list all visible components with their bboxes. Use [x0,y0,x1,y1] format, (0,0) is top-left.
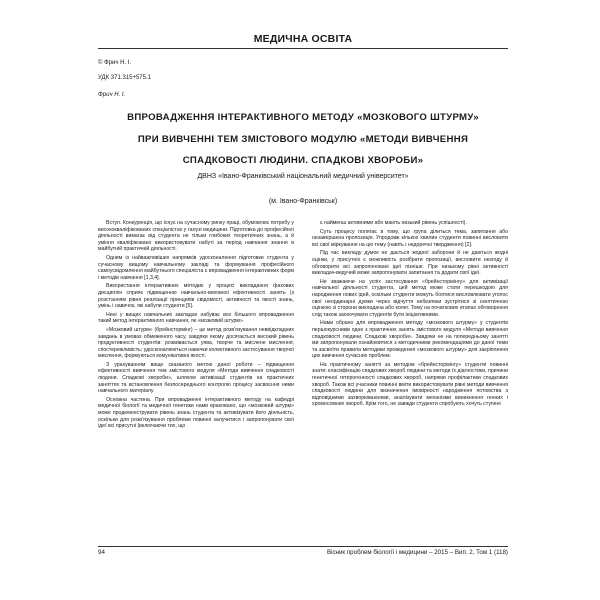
footer-rule [98,546,508,547]
paragraph: Нами обрано для впровадження методу «мозкового штурму» у студентів першокурсників одне з практичних занять змістового модуля «Методи вивчення спадковості людини. Спадкові хвороби». Завдяки не на попередньому занятті ми запропонували ознайомитися з методичними рекомендаціями до даної теми та засвоїти правила методики проведення «мозкового штурму» для закріплення цих вивчення сучасних проблем. [312,320,508,360]
paragraph: «Мозковий штурм» (брейнстормінг) – це метод розв'язування неввідкладних завдань в умовах обмеженого часу, завдяки якому досягається високий рівень продуктивності студентів: розвивається уява, творче та мислене мислення, спостережливість; удосконалюються навички колективного застосування творчої мислення, формуються комунікативні якості. [98,326,294,360]
page-number: 94 [98,549,105,556]
affiliation: ДВНЗ «Івано-Франківський національний медичний університет» [197,173,409,180]
paragraph: Суть процесу полягає в тому, що група ділиться тема, запитання або незавершена пропозиція. Упродовж кількох хвилин студенти повинні висловити всі свої міркування на цю тему (навіть і недоречні твердження) [2]. [312,228,508,248]
journal-citation: Вісник проблем біології і медицини – 2015 – Вип. 2, Том 1 (118) [326,549,508,556]
city: (м. Івано-Франківськ) [268,198,338,205]
title-line-3: СПАДКОВОСТІ ЛЮДИНИ. СПАДКОВІ ХВОРОБИ» [182,155,424,166]
title-line-2: ПРИ ВИВЧЕННІ ТЕМ ЗМІСТОВОГО МОДУЛЮ «МЕТОДИ ВИВЧЕННЯ [137,134,469,145]
paragraph: Не зважаючи на успіх застосування «брейнстормінгу» для активізації навчальної діяльності студента, цей метод може стати перешкодою для народження нових ідей, оскільки студенти можуть боятися висловлювати уголос свої неординарні думки через відчуття небезпеки зустрітися зі скептичною оцінкою зі сторони викладача або колег. Тому на початкових етапах обговорення слід також заохочувати студентів бути ініціативними. [312,278,508,318]
right-column [312,220,508,410]
paragraph: Одним із найважливіших напрямків удосконалення підготовки студента у сучасному вищому навчальному закладі та формування професійного самоусвідомлення майбутнього спеціаліста є впровадження інтерактивних форм і методів навчання [1,3,4]. [98,254,294,281]
paragraph: є найменш активними або мають низький рівень успішності). [320,220,467,226]
paragraph: Під час викладу думок не дається жодної заборони й не даються жодні оцінки, у присутніх є можливість розібрати пропозиції, висловити незгоду й обговорити всі запропоновані ідеї пізніше. При низькому рівні активності викладач-ведучий може запропонувати запитання та додати свої ідеї. [312,250,508,277]
section-header: МЕДИЧНА ОСВІТА [253,33,353,45]
paragraph: Вступ. Конкуренція, що існує на сучасному ринку праці, обумовлює потребу у висококваліфікованих спеціалістах у галузі медицини. Підготовка до професійної діяльності вимагає від студента не тільки глибоких теоретичних знань, а й уміння кваліфіковано використовувати набуті за період навчання знання в майбутній практичній діяльності. [98,220,294,253]
paragraph: З урахуванням вище сказаного метою даної роботи – підвищення ефективності вивчення тем змістового модуля «Методи вивчення спадковості людини. Спадкові хвороби», шляхом активізації студентів на практичних заняттях та встановлення безпосереднього контролю процесу засвоєння ними навчального матеріалу. [98,361,294,395]
author: Фрич Н. І. [98,92,126,98]
title-line-1: ВПРОВАДЖЕННЯ ІНТЕРАКТИВНОГО МЕТОДУ «МОЗКОВОГО ШТУРМУ» [127,112,479,123]
udc-code: УДК 371.315+575.1 [98,75,151,81]
header-rule [98,48,508,49]
left-column [98,220,294,432]
paragraph: Нині у вищих навчальних закладах набуває все більшого впровадження такий метод інтерактивного навчання, як «мозковий штурм». [98,311,294,325]
copyright: © Фрич Н. І. [98,60,132,66]
paragraph: Основна частина. При впровадженні інтерактивного методу на кафедрі медичної біології та медичної генетики нами враховано, що «мозковий штурм» може продемонструвати рівень знань студента та активізувати його діяльність, оскільки для розв'язування проблеми повинні залучитися і запропонувати свої ідеї всі присутні (включаючи тих, що [98,396,294,430]
paragraph: Використання інтерактивних методик у процесі викладання фахових дисциплін сприяє підвищенню навчально-виховної ефективності занять (з розстанням рівня реалізації принципів свідомості, активності та якості знань, умінь і навичок, які набули студенти [5]. [98,283,294,310]
paragraph: На практичному занятті за методом «брейнстормінгу» студенти повинні знати: класифікацію спадкових хвороб людини та методи їх діагностики, причини генетичної гетерогенності спадкових хвороб, напрями профілактики спадкових хвороб. Також всі учасники повинні вміти використовувати рівні методи вивчення спадковості людини для визначення імовірності народження потомства з відповідними захворюваннями, аналізувати механізми виникнення генних і хромосомних хвороб. Крім того, не завжди студенти спробують хочуть ступені [312,361,508,408]
